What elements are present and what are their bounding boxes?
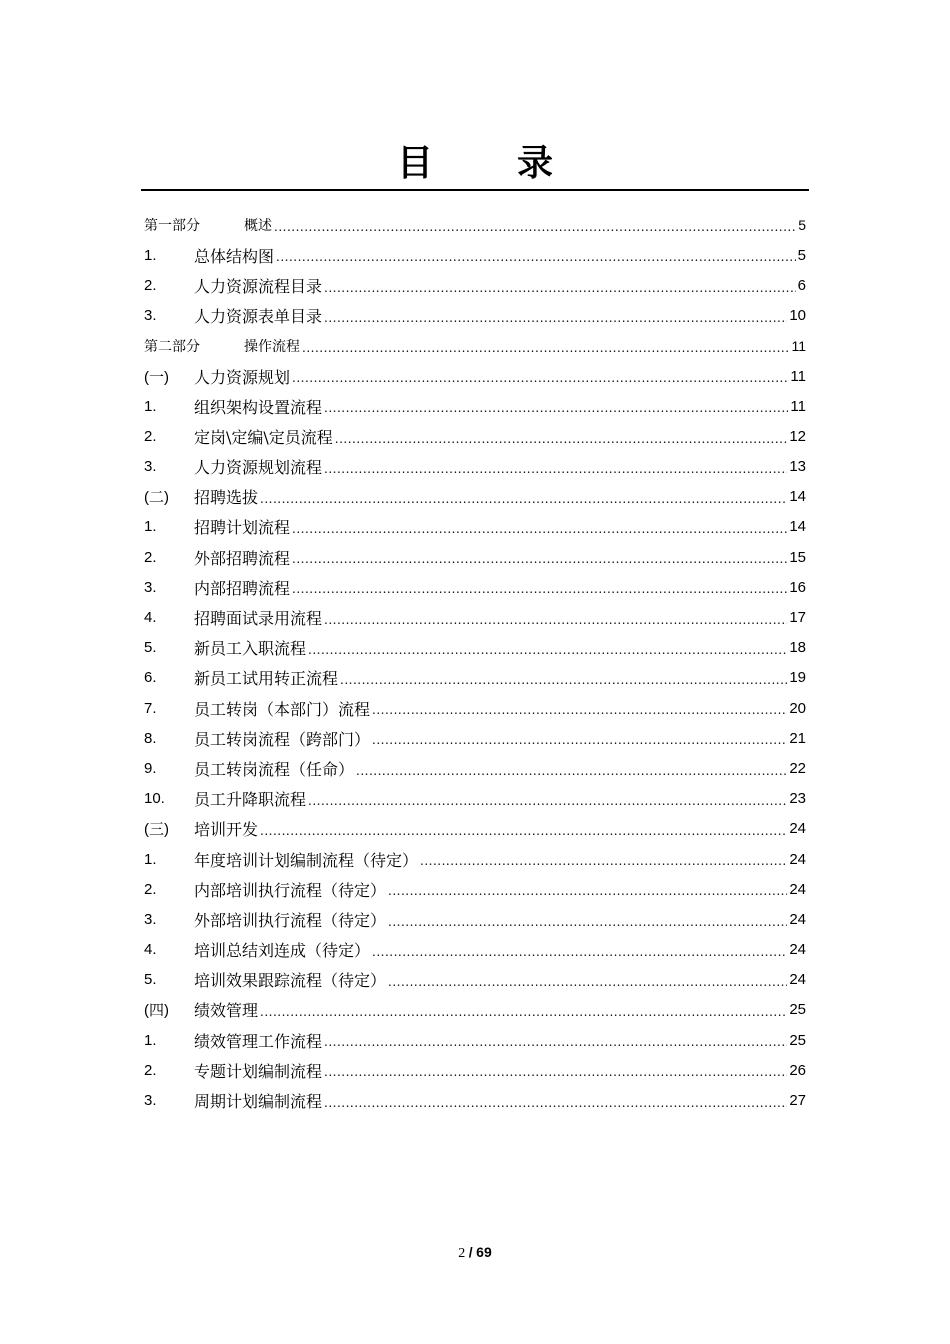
toc-label: 绩效管理工作流程: [194, 1031, 323, 1051]
toc-number: 2.: [144, 1061, 157, 1079]
toc-leader-dots: [324, 1066, 787, 1085]
toc-entry[interactable]: [144, 693, 806, 723]
table-of-contents: [144, 210, 806, 1116]
toc-page-number: 22: [789, 759, 806, 777]
toc-page-number: 25: [789, 1001, 806, 1019]
toc-number: 6.: [144, 669, 157, 687]
toc-label: 绩效管理: [194, 1001, 259, 1021]
toc-page-number: 27: [789, 1092, 806, 1110]
toc-number: 2.: [144, 276, 157, 294]
toc-entry[interactable]: [144, 753, 806, 783]
toc-label: 员工转岗（本部门）流程: [194, 699, 371, 719]
toc-leader-dots: [324, 312, 787, 331]
toc-page-number: 25: [789, 1031, 806, 1049]
toc-entry[interactable]: [144, 512, 806, 542]
toc-leader-dots: [276, 251, 796, 270]
toc-leader-dots: [308, 795, 787, 814]
toc-page-number: 12: [789, 427, 806, 445]
toc-entry[interactable]: [144, 965, 806, 995]
toc-number: 1.: [144, 518, 157, 536]
toc-entry[interactable]: [144, 361, 806, 391]
toc-label: 人力资源规划: [194, 367, 291, 387]
toc-label: 培训效果跟踪流程（待定）: [194, 971, 387, 991]
toc-label: 总体结构图: [194, 246, 275, 266]
toc-label: 新员工试用转正流程: [194, 669, 339, 689]
toc-leader-dots: [274, 221, 796, 240]
toc-leader-dots: [260, 1006, 787, 1025]
toc-number: (二): [144, 489, 169, 507]
toc-entry[interactable]: [144, 663, 806, 693]
toc-page-number: 6: [797, 276, 806, 294]
toc-page-number: 18: [789, 639, 806, 657]
toc-number: 2.: [144, 880, 157, 898]
toc-page-number: 13: [789, 458, 806, 476]
toc-label: 招聘选拔: [194, 488, 259, 508]
toc-number: 第一部分: [144, 218, 200, 235]
toc-label: 人力资源规划流程: [194, 458, 323, 478]
toc-entry[interactable]: [144, 572, 806, 602]
toc-leader-dots: [260, 825, 787, 844]
toc-page-number: 24: [789, 971, 806, 989]
toc-entry[interactable]: [144, 723, 806, 753]
toc-entry[interactable]: [144, 421, 806, 451]
toc-number: 3.: [144, 578, 157, 596]
toc-page-number: 11: [791, 337, 806, 354]
toc-label: 人力资源表单目录: [194, 307, 323, 327]
toc-label: 培训总结刘连成（待定）: [194, 941, 371, 961]
toc-label: 招聘计划流程: [194, 518, 291, 538]
toc-leader-dots: [292, 583, 787, 602]
toc-number: 1.: [144, 850, 157, 868]
toc-leader-dots: [324, 1036, 787, 1055]
toc-leader-dots: [388, 976, 787, 995]
toc-page-number: 24: [789, 850, 806, 868]
toc-entry[interactable]: [144, 935, 806, 965]
toc-label: 新员工入职流程: [194, 639, 307, 659]
toc-leader-dots: [302, 342, 789, 361]
toc-number: 8.: [144, 729, 157, 747]
toc-leader-dots: [388, 885, 787, 904]
toc-label: 人力资源流程目录: [194, 276, 323, 296]
toc-number: 3.: [144, 307, 157, 325]
toc-number: 9.: [144, 759, 157, 777]
toc-entry[interactable]: [144, 844, 806, 874]
toc-leader-dots: [340, 674, 787, 693]
toc-number: (三): [144, 821, 169, 839]
toc-label: 招聘面试录用流程: [194, 609, 323, 629]
toc-number: 5.: [144, 639, 157, 657]
toc-label: 培训开发: [194, 820, 259, 840]
toc-page-number: 15: [789, 548, 806, 566]
toc-number: 7.: [144, 699, 157, 717]
toc-number: 1.: [144, 246, 157, 264]
toc-leader-dots: [335, 433, 788, 452]
toc-number: 4.: [144, 941, 157, 959]
toc-number: (四): [144, 1002, 169, 1020]
toc-label: 专题计划编制流程: [194, 1061, 323, 1081]
page-footer: [0, 1244, 950, 1262]
toc-entry[interactable]: [144, 301, 806, 331]
toc-leader-dots: [420, 855, 787, 874]
toc-label: 员工升降职流程: [194, 790, 307, 810]
toc-page-number: 26: [789, 1061, 806, 1079]
toc-leader-dots: [324, 614, 787, 633]
toc-page-number: 10: [789, 307, 806, 325]
toc-entry[interactable]: [144, 874, 806, 904]
toc-label: 内部培训执行流程（待定）: [194, 880, 387, 900]
toc-number: 4.: [144, 609, 157, 627]
toc-entry[interactable]: [144, 784, 806, 814]
toc-page-number: 21: [789, 729, 806, 747]
toc-entry[interactable]: [144, 1085, 806, 1115]
toc-entry[interactable]: [144, 452, 806, 482]
toc-number: 5.: [144, 971, 157, 989]
toc-entry[interactable]: [144, 633, 806, 663]
toc-leader-dots: [324, 402, 788, 421]
toc-entry[interactable]: [144, 995, 806, 1025]
toc-label: 员工转岗流程（跨部门）: [194, 729, 371, 749]
toc-leader-dots: [324, 282, 796, 301]
toc-page-number: 24: [789, 910, 806, 928]
toc-entry[interactable]: [144, 602, 806, 632]
toc-label: 操作流程: [244, 338, 300, 355]
toc-leader-dots: [308, 644, 787, 663]
toc-leader-dots: [372, 734, 787, 753]
toc-entry[interactable]: [144, 1055, 806, 1085]
toc-page-number: 20: [789, 699, 806, 717]
toc-leader-dots: [388, 916, 787, 935]
toc-entry[interactable]: [144, 210, 806, 240]
toc-label: 年度培训计划编制流程（待定）: [194, 850, 419, 870]
toc-number: (一): [144, 368, 169, 386]
toc-number: 2.: [144, 548, 157, 566]
toc-entry[interactable]: [144, 331, 806, 361]
toc-entry[interactable]: [144, 542, 806, 572]
toc-leader-dots: [260, 493, 787, 512]
toc-page-number: 11: [790, 397, 806, 415]
toc-number: 2.: [144, 427, 157, 445]
toc-leader-dots: [292, 553, 787, 572]
toc-leader-dots: [324, 1097, 787, 1116]
toc-leader-dots: [324, 463, 787, 482]
toc-leader-dots: [356, 765, 787, 784]
toc-number: 10.: [144, 790, 165, 808]
toc-entry[interactable]: [144, 904, 806, 934]
toc-page-number: 19: [789, 669, 806, 687]
toc-leader-dots: [372, 704, 787, 723]
current-page-number: 2: [458, 1246, 466, 1261]
toc-page-number: 5: [798, 217, 806, 234]
toc-label: 外部招聘流程: [194, 548, 291, 568]
toc-page-number: 14: [789, 518, 806, 536]
page-separator: /: [468, 1244, 473, 1260]
toc-label: 概述: [244, 218, 272, 235]
toc-number: 1.: [144, 1031, 157, 1049]
toc-number: 3.: [144, 458, 157, 476]
toc-number: 3.: [144, 1092, 157, 1110]
toc-leader-dots: [292, 372, 788, 391]
toc-leader-dots: [292, 523, 787, 542]
toc-label: 内部招聘流程: [194, 578, 291, 598]
toc-page-number: 16: [789, 578, 806, 596]
toc-label: 周期计划编制流程: [194, 1092, 323, 1112]
toc-label: 组织架构设置流程: [194, 397, 323, 417]
toc-page-number: 24: [789, 880, 806, 898]
toc-label: 外部培训执行流程（待定）: [194, 910, 387, 930]
toc-page-number: 11: [790, 367, 806, 385]
toc-entry[interactable]: [144, 482, 806, 512]
toc-page-number: 24: [789, 941, 806, 959]
toc-title: 目录: [396, 143, 637, 184]
toc-label: 定岗\定编\定员流程: [194, 427, 333, 447]
toc-entry[interactable]: [144, 240, 806, 270]
toc-leader-dots: [372, 946, 787, 965]
toc-number: 第二部分: [144, 338, 200, 355]
toc-page-number: 5: [797, 246, 806, 264]
toc-number: 3.: [144, 910, 157, 928]
total-pages: 69: [476, 1244, 492, 1260]
toc-page-number: 14: [789, 488, 806, 506]
toc-label: 员工转岗流程（任命）: [194, 759, 355, 779]
toc-page-number: 17: [789, 609, 806, 627]
toc-page-number: 23: [789, 790, 806, 808]
title-underline: [141, 189, 809, 191]
toc-entry[interactable]: [144, 391, 806, 421]
toc-number: 1.: [144, 397, 157, 415]
toc-page-number: 24: [789, 820, 806, 838]
toc-entry[interactable]: [144, 1025, 806, 1055]
toc-entry[interactable]: [144, 270, 806, 300]
toc-entry[interactable]: [144, 814, 806, 844]
